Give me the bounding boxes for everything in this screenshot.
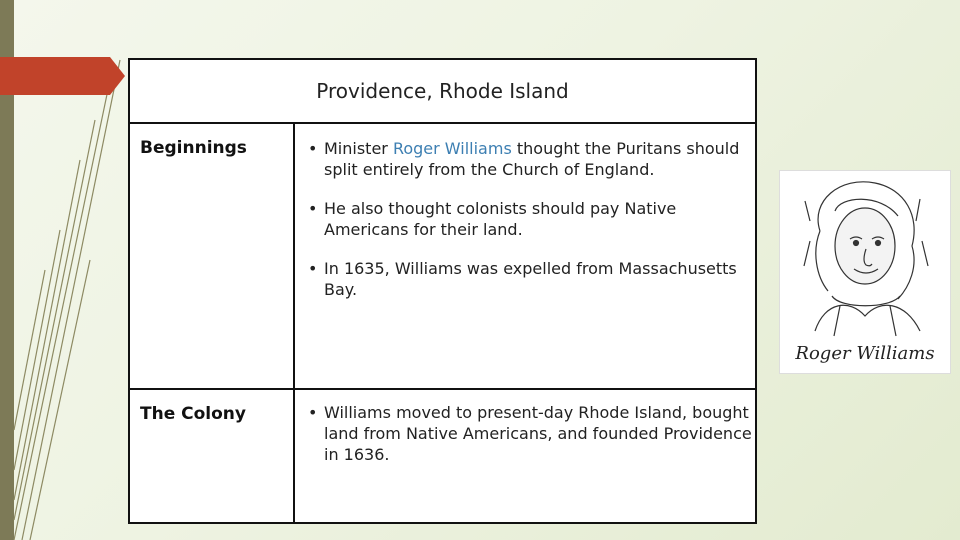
bullet-text: Minister [324, 139, 393, 158]
bullet-item: • He also thought colonists should pay Native Americans for their land. [308, 198, 753, 240]
bullet-item: • In 1635, Williams was expelled from Massachusetts Bay. [308, 258, 753, 300]
row-label-colony: The Colony [140, 404, 246, 424]
content-table [128, 58, 757, 524]
arrow-tab [0, 57, 125, 95]
beginnings-bullets [308, 138, 753, 318]
highlight-name: Roger Williams [392, 139, 512, 158]
portrait-image [779, 170, 951, 374]
row-label-beginnings: Beginnings [140, 138, 247, 158]
bullet-text: thought the Puritans should split entirely from the Church of England. [324, 139, 740, 179]
column-divider [293, 124, 295, 524]
colony-bullets [308, 402, 753, 483]
table-title: Providence, Rhode Island [130, 60, 755, 124]
signature: Roger Williams [795, 343, 935, 364]
portrait-engraving-icon [780, 171, 950, 373]
bullet-item: • Williams moved to present-day Rhode Island, bought land from Native Americans, and founded Providence in 1636. [308, 402, 753, 465]
row-divider [130, 388, 755, 390]
bullet-item [308, 138, 753, 180]
